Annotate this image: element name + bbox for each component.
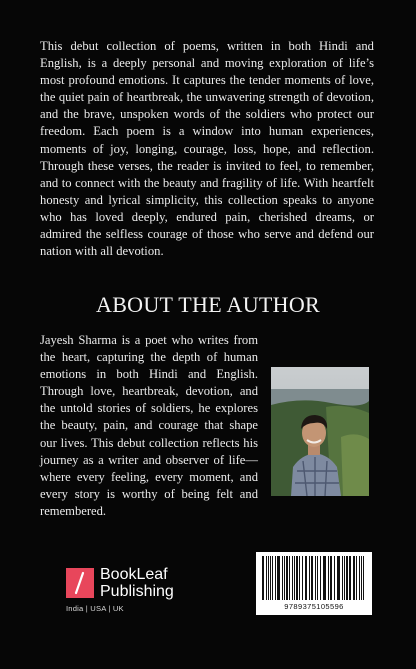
barcode-bar — [268, 556, 269, 600]
publisher-name-line2: Publishing — [100, 583, 174, 600]
book-blurb: This debut collection of poems, written in both Hindi and English, is a deeply personal and moving exploration of life’s most profound emotions. It captures the tender moments of love, the quiet pain of heartbreak, the unwavering strength of devotion, and the brave, unspoken words of the soldiers who protect our freedom. Each poem is a window into human experiences, moments of joy, longing, courage, loss, hope, and reflection. Through these verses, the reader is invited to feel, to remember, and to connect with the beauty and fragility of life. With heartfelt honesty and lyrical simplicity, this collection speaks to anyone who has loved deeply, endured pain, cherished dreams, or admired the selfless courage of those who serve and defend our nation with all devotion. — [40, 39, 374, 259]
barcode-bar — [356, 556, 357, 600]
barcode-bar — [363, 556, 364, 600]
barcode-bar — [311, 556, 313, 600]
barcode-bar — [282, 556, 283, 600]
isbn-number: 9789375105596 — [284, 602, 344, 611]
barcode-bar — [272, 556, 273, 600]
barcode-bar — [337, 556, 340, 600]
barcode-bar — [289, 556, 290, 600]
barcode-bar — [342, 556, 343, 600]
barcode-bar — [359, 556, 360, 600]
barcode-bar — [266, 556, 267, 600]
barcode-bar — [270, 556, 271, 600]
barcode-bar — [346, 556, 348, 600]
barcode-bar — [353, 556, 355, 600]
barcode-bar — [275, 556, 276, 600]
barcode-bar — [328, 556, 329, 600]
barcode-bar — [315, 556, 316, 600]
barcode-bar — [296, 556, 298, 600]
author-bio: Jayesh Sharma is a poet who writes from the heart, capturing the depth of human emotions in both Hindi and English. Through love, heartbreak, devotion, and the untold stories of soldiers, he explores the beauty, pain, and courage that shape our lives. This debut collection reflects his journey as a writer and observer of life—where every feeling, every moment, and every story is worthy of being felt and remembered. — [40, 333, 258, 518]
barcode-bar — [299, 556, 300, 600]
barcode-bars — [256, 552, 372, 602]
barcode-bar — [317, 556, 318, 600]
barcode-bar — [292, 556, 293, 600]
barcode-bar — [302, 556, 303, 600]
publisher-regions: India | USA | UK — [66, 604, 124, 613]
barcode-bar — [309, 556, 310, 600]
publisher-logo — [66, 568, 196, 622]
barcode-bar — [320, 556, 321, 600]
barcode-bar — [305, 556, 307, 600]
slash-leaf-icon — [66, 568, 94, 598]
barcode-bar — [262, 556, 264, 600]
barcode-bar — [344, 556, 345, 600]
publisher-name-line1: BookLeaf — [100, 566, 168, 583]
barcode-bar — [323, 556, 326, 600]
author-photo — [271, 367, 369, 496]
barcode-bar — [361, 556, 362, 600]
barcode-bar — [277, 556, 280, 600]
barcode-bar — [294, 556, 295, 600]
barcode-bar — [284, 556, 285, 600]
barcode-bar — [349, 556, 351, 600]
barcode-bar — [330, 556, 332, 600]
about-author-heading: ABOUT THE AUTHOR — [96, 292, 320, 317]
barcode-bar — [334, 556, 335, 600]
barcode-bar — [286, 556, 288, 600]
isbn-barcode — [256, 552, 372, 615]
